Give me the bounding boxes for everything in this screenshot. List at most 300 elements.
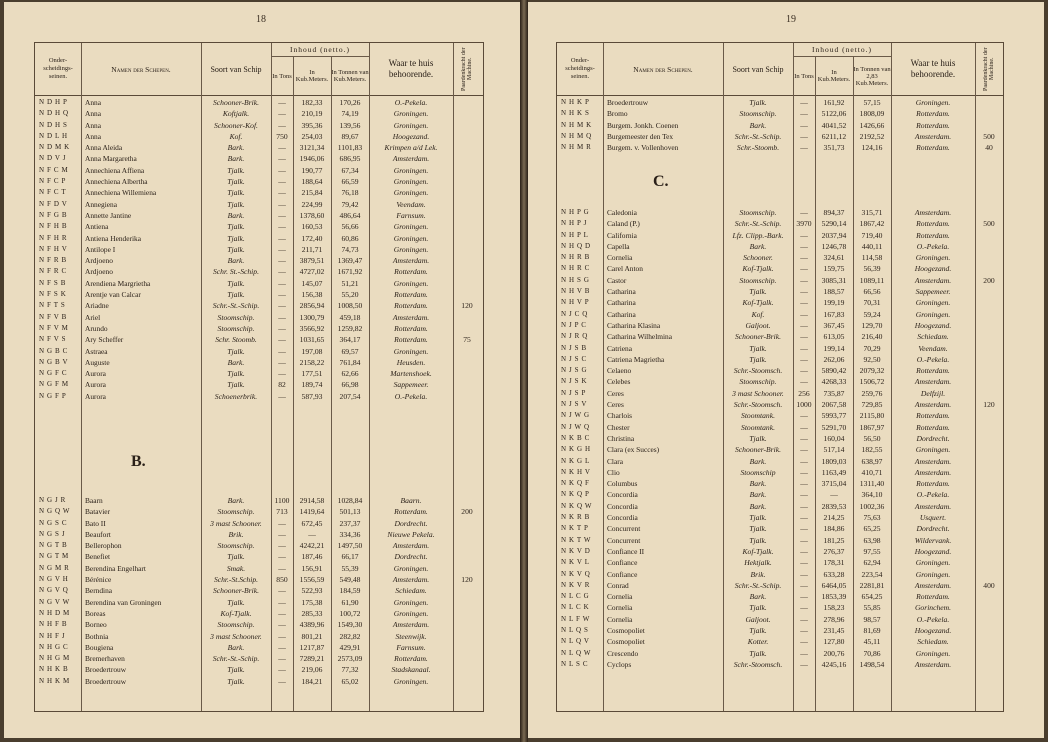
cell-name: Anna bbox=[85, 131, 102, 141]
cell-reg: 75,63 bbox=[863, 513, 881, 523]
cell-type: Tjalk. bbox=[227, 244, 245, 254]
cell-reg: 1008,50 bbox=[337, 301, 363, 311]
cell-type: Schooner-Kof. bbox=[214, 120, 258, 130]
cell-type: Bark. bbox=[227, 642, 245, 652]
cell-name: Antiena Henderika bbox=[85, 233, 142, 243]
cell-code: N D H P bbox=[39, 98, 68, 106]
table-row bbox=[557, 478, 1003, 489]
cell-m3: 5890,42 bbox=[821, 366, 847, 376]
cell-type: Stoomtank. bbox=[741, 422, 775, 432]
table-row bbox=[35, 199, 483, 210]
cell-type: Schr.-St.-Schip. bbox=[212, 654, 260, 664]
cell-name: Borneo bbox=[85, 620, 107, 630]
table-right bbox=[556, 42, 1004, 712]
cell-hp: 120 bbox=[461, 301, 473, 311]
cell-tons: — bbox=[278, 98, 286, 107]
table-row bbox=[35, 676, 483, 687]
cell-type: Kof. bbox=[229, 131, 243, 141]
cell-hp: 200 bbox=[983, 275, 995, 285]
cell-name: Ardjoeno bbox=[85, 267, 113, 277]
cell-code: N J P C bbox=[561, 320, 587, 329]
cell-code: N G F P bbox=[39, 391, 67, 400]
cell-reg: 1867,42 bbox=[859, 219, 885, 229]
cell-reg: 70,29 bbox=[863, 343, 881, 353]
table-row bbox=[557, 354, 1003, 365]
cell-home: Heusden. bbox=[396, 357, 426, 367]
cell-m3: 1809,03 bbox=[821, 456, 847, 466]
table-row bbox=[35, 540, 483, 551]
cell-m3: 167,83 bbox=[823, 309, 845, 319]
cell-reg: 98,57 bbox=[863, 614, 881, 624]
table-row bbox=[35, 642, 483, 653]
table-row bbox=[35, 300, 483, 311]
cell-type: Stoomschip. bbox=[739, 377, 777, 387]
cell-home: Groningen. bbox=[393, 109, 429, 119]
cell-tons: — bbox=[800, 558, 808, 568]
cell-tons: — bbox=[800, 343, 808, 353]
cell-tons: — bbox=[278, 335, 286, 345]
cell-tons: — bbox=[278, 346, 286, 356]
cell-m3: 3121,34 bbox=[299, 143, 325, 153]
cell-home: Groningen. bbox=[915, 558, 951, 568]
cell-tons: — bbox=[800, 592, 808, 602]
cell-m3: 197,08 bbox=[301, 346, 323, 356]
cell-type: Stoomtank. bbox=[741, 411, 775, 421]
cell-m3: 4389,96 bbox=[299, 620, 325, 630]
cell-m3: 351,73 bbox=[823, 143, 845, 153]
cell-name: Broedertrouw bbox=[607, 98, 649, 107]
cell-home: Dordrecht. bbox=[916, 433, 950, 443]
cell-m3: 159,75 bbox=[823, 264, 845, 274]
table-row bbox=[35, 142, 483, 153]
cell-code: N J R Q bbox=[561, 332, 588, 341]
cell-type: Schr.-Stoomsch. bbox=[733, 400, 783, 410]
cell-home: Rotterdam. bbox=[916, 479, 950, 489]
cell-type: Bark. bbox=[749, 120, 767, 130]
cell-reg: 59,24 bbox=[863, 309, 881, 319]
cell-reg: 223,54 bbox=[861, 569, 883, 579]
cell-code: N K V D bbox=[561, 546, 591, 555]
cell-home: Rotterdam. bbox=[916, 592, 950, 602]
cell-home: Groningen. bbox=[915, 253, 951, 263]
cell-tons: 713 bbox=[276, 507, 288, 517]
cell-type: Schooner-Brik. bbox=[212, 586, 260, 596]
table-row bbox=[557, 252, 1003, 263]
cell-name: Broedertrouw bbox=[85, 665, 127, 675]
cell-code: N H P G bbox=[561, 208, 590, 216]
cell-type: Kof. bbox=[751, 309, 765, 319]
cell-name: Concordia bbox=[607, 501, 638, 511]
cell-reg: 62,94 bbox=[863, 558, 881, 568]
cell-reg: 77,32 bbox=[341, 665, 359, 675]
table-row bbox=[557, 433, 1003, 444]
cell-name: Aurora bbox=[85, 369, 106, 379]
cell-tons: — bbox=[800, 143, 808, 153]
table-row bbox=[35, 289, 483, 300]
cell-reg: 1671,92 bbox=[337, 267, 363, 277]
cell-tons: — bbox=[278, 301, 286, 311]
cell-reg: 440,11 bbox=[861, 241, 883, 251]
cell-home: Rotterdam. bbox=[394, 507, 428, 517]
cell-reg: 55,39 bbox=[341, 563, 359, 573]
cell-code: N J S V bbox=[561, 400, 588, 409]
cell-home: Rotterdam. bbox=[394, 335, 428, 345]
table-row bbox=[557, 512, 1003, 523]
table-row bbox=[35, 244, 483, 255]
cell-m3: 1217,87 bbox=[299, 642, 325, 652]
cell-tons: — bbox=[800, 569, 808, 579]
table-row bbox=[557, 557, 1003, 568]
cell-m3: 1556,59 bbox=[299, 575, 325, 585]
cell-tons: — bbox=[278, 233, 286, 243]
cell-m3: 3879,51 bbox=[299, 256, 325, 266]
cell-code: N J S C bbox=[561, 354, 587, 363]
cell-code: N G J R bbox=[39, 496, 66, 504]
cell-tons: — bbox=[800, 422, 808, 432]
cell-code: N J S K bbox=[561, 377, 588, 386]
cell-tons: — bbox=[278, 177, 286, 187]
cell-reg: 1808,09 bbox=[859, 109, 885, 119]
cell-tons: — bbox=[800, 614, 808, 624]
cell-m3: 517,14 bbox=[823, 445, 845, 455]
cell-reg: 761,84 bbox=[339, 357, 361, 367]
cell-tons: — bbox=[278, 244, 286, 254]
cell-tons: — bbox=[278, 278, 286, 288]
table-row bbox=[35, 323, 483, 334]
cell-name: Bremerhaven bbox=[85, 654, 125, 664]
cell-type: Schr.-St.-Schip. bbox=[734, 219, 782, 229]
cell-home: Groningen. bbox=[393, 563, 429, 573]
cell-reg: 334,36 bbox=[339, 529, 361, 539]
cell-reg: 486,64 bbox=[339, 210, 361, 220]
table-row bbox=[557, 241, 1003, 252]
cell-home: Rotterdam. bbox=[394, 654, 428, 664]
header-code: Onder-scheidings-seinen. bbox=[43, 57, 73, 80]
cell-reg: 61,90 bbox=[341, 597, 359, 607]
cell-m3: 613,05 bbox=[823, 332, 845, 342]
cell-tons: — bbox=[800, 354, 808, 364]
cell-m3: 160,53 bbox=[301, 222, 323, 232]
cell-m3: 1246,78 bbox=[821, 241, 847, 251]
cell-code: N F D V bbox=[39, 199, 68, 208]
cell-home: Amsterdam. bbox=[392, 541, 430, 551]
cell-m3: 156,38 bbox=[301, 290, 323, 300]
cell-m3: 735,87 bbox=[823, 388, 845, 398]
cell-m3: — bbox=[830, 490, 838, 500]
table-row bbox=[35, 495, 483, 506]
cell-tons: — bbox=[800, 131, 808, 141]
cell-type: Kof-Tjalk. bbox=[742, 298, 774, 308]
header-code: Onder-scheidings-seinen. bbox=[565, 57, 595, 80]
cell-type: Tjalk. bbox=[749, 98, 767, 107]
cell-m3: 127,80 bbox=[823, 637, 845, 647]
cell-tons: — bbox=[278, 665, 286, 675]
cell-reg: 2281,81 bbox=[859, 580, 885, 590]
cell-tons: — bbox=[278, 563, 286, 573]
cell-reg: 139,56 bbox=[339, 120, 361, 130]
cell-type: Koftjalk. bbox=[222, 109, 250, 119]
cell-type: Tjalk. bbox=[749, 535, 767, 545]
cell-code: N H S G bbox=[561, 275, 590, 284]
cell-reg: 282,82 bbox=[339, 631, 361, 641]
cell-tons: — bbox=[278, 552, 286, 562]
cell-m3: 184,21 bbox=[301, 676, 323, 686]
cell-home: Amsterdam. bbox=[914, 275, 952, 285]
cell-code: N H K S bbox=[561, 109, 590, 118]
cell-m3: 5122,06 bbox=[821, 109, 847, 119]
cell-code: N G V H bbox=[39, 575, 69, 584]
cell-tons: — bbox=[800, 411, 808, 421]
cell-name: Confiance bbox=[607, 569, 638, 579]
cell-tons: — bbox=[800, 445, 808, 455]
cell-reg: 74,73 bbox=[341, 244, 359, 254]
cell-tons: — bbox=[278, 290, 286, 300]
cell-name: Clara bbox=[607, 456, 624, 466]
header-hp-label: Paardenkracht der Machine. bbox=[983, 47, 995, 91]
cell-type: Stoomschip. bbox=[739, 208, 777, 217]
cell-name: Benefiet bbox=[85, 552, 111, 562]
cell-type: Lfz. Clipp.-Bark. bbox=[732, 230, 784, 240]
cell-m3: 211,71 bbox=[301, 244, 323, 254]
cell-m3: 395,36 bbox=[301, 120, 323, 130]
table-row bbox=[557, 108, 1003, 119]
cell-name: Annegiena bbox=[85, 199, 118, 209]
cell-home: Amsterdam. bbox=[914, 208, 952, 217]
cell-type: Bark. bbox=[227, 210, 245, 220]
cell-m3: 158,23 bbox=[823, 603, 845, 613]
cell-reg: 1028,84 bbox=[337, 496, 363, 505]
cell-home: Veendam. bbox=[396, 199, 426, 209]
cell-reg: 92,50 bbox=[863, 354, 881, 364]
cell-type: Tjalk. bbox=[227, 369, 245, 379]
cell-name: Annechiena Willemiena bbox=[85, 188, 157, 198]
cell-reg: 69,57 bbox=[341, 346, 359, 356]
table-row bbox=[557, 388, 1003, 399]
cell-type: Tjalk. bbox=[227, 676, 245, 686]
cell-name: Cornelia bbox=[607, 592, 633, 602]
cell-type: Tjalk. bbox=[227, 177, 245, 187]
cell-m3: 1419,64 bbox=[299, 507, 325, 517]
table-row bbox=[557, 365, 1003, 376]
cell-home: Amsterdam. bbox=[914, 131, 952, 141]
cell-tons: — bbox=[278, 654, 286, 664]
table-row bbox=[35, 597, 483, 608]
cell-reg: 364,17 bbox=[339, 335, 361, 345]
cell-m3: 801,21 bbox=[301, 631, 323, 641]
cell-code: N H R C bbox=[561, 264, 590, 273]
cell-m3: 522,93 bbox=[301, 586, 323, 596]
cell-code: N D H S bbox=[39, 120, 68, 129]
table-row bbox=[35, 529, 483, 540]
cell-reg: 216,40 bbox=[861, 332, 883, 342]
cell-type: Stoomschip. bbox=[217, 312, 255, 322]
cell-tons: 82 bbox=[278, 380, 286, 390]
cell-tons: — bbox=[278, 391, 286, 401]
cell-tons: — bbox=[800, 535, 808, 545]
cell-m3: 2158,22 bbox=[299, 357, 325, 367]
cell-tons: — bbox=[278, 586, 286, 596]
cell-home: Rotterdam. bbox=[394, 267, 428, 277]
cell-code: N J S B bbox=[561, 343, 587, 352]
header-name: Namen der Schepen. bbox=[111, 64, 171, 74]
cell-home: Amsterdam. bbox=[392, 312, 430, 322]
cell-m3: 2856,94 bbox=[299, 301, 325, 311]
cell-tons: 3970 bbox=[796, 219, 812, 229]
cell-tons: — bbox=[800, 501, 808, 511]
header-hp bbox=[975, 43, 1003, 95]
cell-home: Amsterdam. bbox=[392, 620, 430, 630]
cell-name: Catharina bbox=[607, 309, 636, 319]
cell-type: Bark. bbox=[227, 143, 245, 153]
cell-name: Ary Scheffer bbox=[85, 335, 124, 345]
table-row bbox=[35, 631, 483, 642]
cell-name: Antiena bbox=[85, 222, 109, 232]
cell-name: Crescendo bbox=[607, 648, 639, 658]
cell-reg: 65,25 bbox=[863, 524, 881, 534]
cell-m3: 189,74 bbox=[301, 380, 323, 390]
cell-tons: — bbox=[278, 529, 286, 539]
cell-reg: 1497,50 bbox=[337, 541, 363, 551]
cell-type: Tjalk. bbox=[227, 552, 245, 562]
cell-home: Krimpen a/d Lek. bbox=[384, 143, 438, 153]
cell-name: Annette Jantine bbox=[85, 210, 132, 220]
cell-type: Stoomschip. bbox=[739, 275, 777, 285]
cell-tons: — bbox=[800, 648, 808, 658]
cell-reg: 89,67 bbox=[341, 131, 359, 141]
cell-name: Concurrent bbox=[607, 524, 641, 534]
row-block bbox=[35, 97, 483, 402]
header-hp bbox=[453, 43, 481, 95]
cell-name: Chester bbox=[607, 422, 630, 432]
cell-reg: 1101,83 bbox=[337, 143, 363, 153]
cell-reg: 57,15 bbox=[863, 98, 881, 107]
cell-code: N F C M bbox=[39, 165, 69, 174]
cell-name: Concurrent bbox=[607, 535, 641, 545]
cell-type: Tjalk. bbox=[749, 343, 767, 353]
cell-m3: 3715,04 bbox=[821, 479, 847, 489]
cell-name: Cornelia bbox=[607, 614, 633, 624]
cell-tons: — bbox=[800, 241, 808, 251]
table-row bbox=[35, 120, 483, 131]
section-letter-c: C. bbox=[653, 173, 669, 190]
cell-m3: 199,14 bbox=[823, 343, 845, 353]
cell-home: O.-Pekela. bbox=[916, 490, 950, 500]
cell-name: Cosmopoliet bbox=[607, 625, 645, 635]
cell-reg: 97,55 bbox=[863, 546, 881, 556]
cell-code: N J S G bbox=[561, 366, 588, 375]
cell-code: N H G M bbox=[39, 654, 70, 663]
cell-m3: 2914,58 bbox=[299, 496, 325, 505]
cell-home: Groningen. bbox=[393, 177, 429, 187]
cell-name: Catharina bbox=[607, 287, 636, 297]
table-row bbox=[35, 551, 483, 562]
cell-code: N D L H bbox=[39, 131, 68, 140]
cell-tons: — bbox=[800, 490, 808, 500]
cell-code: N F G B bbox=[39, 210, 68, 219]
cell-type: Schr.-St.-Schip. bbox=[734, 131, 782, 141]
cell-name: Burgem. v. Vollenhoven bbox=[607, 143, 679, 153]
table-header bbox=[557, 43, 1003, 96]
cell-tons: — bbox=[278, 357, 286, 367]
table-row bbox=[35, 506, 483, 517]
cell-reg: 70,86 bbox=[863, 648, 881, 658]
cell-home: Dordrecht. bbox=[394, 518, 428, 528]
cell-name: Berendina van Groningen bbox=[85, 597, 162, 607]
cell-name: Aurora bbox=[85, 391, 106, 401]
cell-code: N L Q W bbox=[561, 648, 592, 657]
cell-tons: — bbox=[278, 608, 286, 618]
cell-code: N H P J bbox=[561, 219, 587, 228]
cell-home: Amsterdam. bbox=[392, 154, 430, 164]
cell-reg: 1259,82 bbox=[337, 323, 363, 333]
cell-m3: 4245,16 bbox=[821, 659, 847, 669]
cell-type: Tjalk. bbox=[749, 354, 767, 364]
cell-hp: 75 bbox=[463, 335, 471, 345]
table-row bbox=[557, 535, 1003, 546]
cell-tons: — bbox=[278, 267, 286, 277]
cell-reg: 56,39 bbox=[863, 264, 881, 274]
table-row bbox=[557, 275, 1003, 286]
cell-hp: 400 bbox=[983, 580, 995, 590]
table-row bbox=[557, 523, 1003, 534]
cell-home: Groningen. bbox=[915, 98, 951, 107]
cell-reg: 1498,54 bbox=[859, 659, 885, 669]
cell-name: Ceres bbox=[607, 388, 624, 398]
header-name: Namen der Schepen. bbox=[633, 64, 693, 74]
table-row bbox=[557, 659, 1003, 670]
cell-m3: 633,28 bbox=[823, 569, 845, 579]
table-row bbox=[557, 309, 1003, 320]
cell-name: Cosmopoliet bbox=[607, 637, 645, 647]
cell-home: Steenwijk. bbox=[395, 631, 427, 641]
cell-code: N K H V bbox=[561, 467, 591, 476]
cell-type: Schr.-Stoomsch. bbox=[733, 659, 783, 669]
cell-type: Stoomschip bbox=[740, 467, 776, 477]
table-row bbox=[35, 221, 483, 232]
cell-code: N K T W bbox=[561, 535, 592, 544]
cell-type: Stoomschip. bbox=[217, 541, 255, 551]
cell-type: Tjalk. bbox=[227, 199, 245, 209]
cell-type: Tjalk. bbox=[749, 513, 767, 523]
cell-tons: — bbox=[278, 188, 286, 198]
cell-m3: 894,37 bbox=[823, 208, 845, 217]
cell-type: Bark. bbox=[227, 357, 245, 367]
cell-m3: 219,06 bbox=[301, 665, 323, 675]
table-header bbox=[35, 43, 483, 96]
cell-code: N H V B bbox=[561, 287, 591, 296]
cell-type: Bark. bbox=[749, 456, 767, 466]
cell-home: Sappemeer. bbox=[393, 380, 429, 390]
cell-home: O.-Pekela. bbox=[394, 391, 428, 401]
cell-type: 3 mast Schooner. bbox=[210, 631, 262, 641]
cell-m3: 3085,31 bbox=[821, 275, 847, 285]
cell-type: Galjoot. bbox=[745, 614, 771, 624]
cell-code: N G F M bbox=[39, 380, 69, 389]
cell-type: Stoomschip. bbox=[217, 620, 255, 630]
cell-code: N H Q D bbox=[561, 241, 591, 250]
cell-tons: — bbox=[278, 597, 286, 607]
cell-code: N F C P bbox=[39, 177, 66, 186]
cell-m3: 200,76 bbox=[823, 648, 845, 658]
cell-m3: 672,45 bbox=[301, 518, 323, 528]
cell-tons: — bbox=[278, 631, 286, 641]
cell-reg: 66,17 bbox=[341, 552, 359, 562]
cell-code: N F H B bbox=[39, 222, 68, 231]
table-row bbox=[557, 399, 1003, 410]
table-row bbox=[35, 368, 483, 379]
cell-home: Groningen. bbox=[393, 233, 429, 243]
cell-m3: 156,91 bbox=[301, 563, 323, 573]
